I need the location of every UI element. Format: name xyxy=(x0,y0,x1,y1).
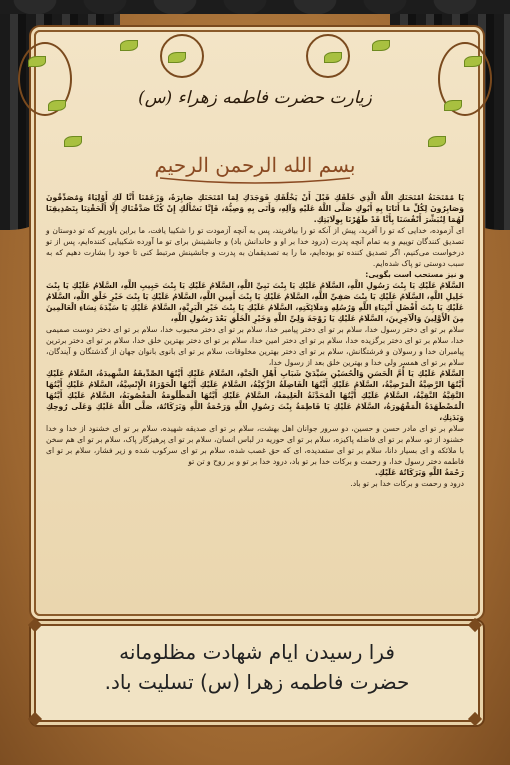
ziyarat-text xyxy=(46,192,464,607)
arabic-salam-2: السَّلَامُ عَلَيْكِ يَا أُمَّ الْحَسَنِ وَالْحُسَيْنِ سَيِّدَيْ شَبَابِ أَهْلِ الْجَنَّةِ، السَّلَامُ عَلَيْكِ أَيَّتُهَا الصِّدِّيقَةُ الشَّهِيدَةُ، السَّلَامُ عَلَيْكِ أَيَّتُهَا الرَّضِيَّةُ الْمَرْضِيَّةُ، السَّلَامُ عَلَيْكِ أَيَّتُهَا الْفَاضِلَةُ الزَّكِيَّةُ، السَّلَامُ عَلَيْكِ أَيَّتُهَا الْحَوْرَاءُ الْإِنْسِيَّةُ، السَّلَامُ عَلَيْكِ أَيَّتُهَا التَّقِيَّةُ النَّقِيَّةُ، السَّلَامُ عَلَيْكِ أَيَّتُهَا الْمُحَدَّثَةُ الْعَلِيمَةُ، السَّلَامُ عَلَيْكِ أَيَّتُهَا الْمَظْلُومَةُ الْمَغْصُوبَةُ، السَّلَامُ عَلَيْكِ أَيَّتُهَا الْمُضْطَهَدَةُ الْمَقْهُورَةُ، السَّلَامُ عَلَيْكِ يَا فَاطِمَةُ بِنْتَ رَسُولِ اللَّهِ وَرَحْمَةُ اللَّهِ وَبَرَكَاتُهُ، صَلَّى اللَّهُ عَلَيْكِ وَعَلَى رُوحِكِ وَبَدَنِكِ، xyxy=(46,369,464,422)
persian-salam: سلام بر تو ای دختر رسول خدا، سلام بر تو ای دختر پیامبر خدا، سلام بر تو ای دختر محبوب خدا، سلام بر تو ای دختر دوست صمیمی خدا، سلام بر تو ای دختر برگزیده خدا، سلام بر تو ای دختر امین خدا، سلام بر تو ای دختر بهترین خلق خدا، سلام بر تو ای دختر برترین پیامبران خدا و رسولان و فرشتگانش، سلام بر تو ای دختر بهترین مخلوقات، سلام بر تو ای بانوی بانوان جهان از گذشتگان و آیندگان، سلام بر تو ای همسر ولی خدا و بهترین خلق بعد از رسول خدا، xyxy=(46,325,464,367)
leaf-icon xyxy=(324,52,342,63)
condolence-banner xyxy=(34,624,480,722)
leaf-icon xyxy=(168,52,186,63)
banner-line-1: فرا رسیدن ایام شهادت مظلومانه xyxy=(119,640,395,664)
bismillah-calligraphy xyxy=(150,142,360,186)
closing-persian: درود و رحمت و برکات خدا بر تو باد. xyxy=(350,479,464,488)
leaf-icon xyxy=(120,40,138,51)
persian-salam-2: سلام بر تو ای مادر حسن و حسین، دو سرور جوانان اهل بهشت، سلام بر تو ای صدیقه شهیده، سلام بر تو ای خشنود از خدا و خدا خشنود از تو، سلام بر تو ای فاضله پاکیزه، سلام بر تو ای حوریه در لباس انسان، سلام بر تو ای پرهیزگار پاک، سلام بر تو ای هم سخن با ملائکه و ای بسیار دانا، سلام بر تو ای ستمدیده، ای که حق غصب شده، سلام بر تو ای سرکوب شده و زیر فشار، سلام بر تو ای فاطمه دختر رسول خدا، و رحمت و برکات خدا بر تو باد، درود خدا بر تو و بر روح و تن تو xyxy=(46,424,464,466)
arabic-salam: السَّلَامُ عَلَيْكِ يَا بِنْتَ رَسُولِ اللَّهِ، السَّلَامُ عَلَيْكِ يَا بِنْتَ نَبِيِّ اللَّهِ، السَّلَامُ عَلَيْكِ يَا بِنْتَ حَبِيبِ اللَّهِ، السَّلَامُ عَلَيْكِ يَا بِنْتَ خَلِيلِ اللَّهِ، السَّلَامُ عَلَيْكِ يَا بِنْتَ صَفِيِّ اللَّهِ، السَّلَامُ عَلَيْكِ يَا بِنْتَ أَمِينِ اللَّهِ، السَّلَامُ عَلَيْكِ يَا بِنْتَ خَيْرِ خَلْقِ اللَّهِ، السَّلَامُ عَلَيْكِ يَا بِنْتَ أَفْضَلِ أَنْبِيَاءِ اللَّهِ وَرُسُلِهِ وَمَلَائِكَتِهِ، السَّلَامُ عَلَيْكِ يَا بِنْتَ خَيْرِ الْبَرِيَّةِ، السَّلَامُ عَلَيْكِ يَا سَيِّدَةَ نِسَاءِ الْعَالَمِينَ مِنَ الْأَوَّلِينَ وَالْآخِرِينَ، السَّلَامُ عَلَيْكِ يَا زَوْجَةَ وَلِيِّ اللَّهِ وَخَيْرِ الْخَلْقِ بَعْدَ رَسُولِ اللَّهِ، xyxy=(46,281,464,323)
bismillah-text: بسم الله الرحمن الرحیم xyxy=(154,153,356,177)
leaf-icon xyxy=(28,56,46,67)
leaf-icon xyxy=(428,136,446,147)
curtain-valance xyxy=(0,0,510,14)
closing-arabic: رَحْمَةُ اللَّهِ وَبَرَكَاتُهُ عَلَيْكِ. xyxy=(375,468,464,477)
persian-intro: ای آزموده، خدایی که تو را آفرید، پیش از آنکه تو را بیافریند، پس به آنچه آزمودت تو را شکیبا یافت، ما براین باوریم که تو دوستان و تصدیق کنندگان توییم و به تمام آنچه پدرت (درود خدا بر او و خاندانش باد) و جانشینش برای تو ما آورده شکیبایی کننده‌ایم، پس از تو درخواست می‌کنیم، اگر تصدیق کننده تو بوده‌ایم، ما را به تصدیقمان به پدرت و جانشینش مرتبط کنی تا خود را بشارت دهیم که به سبب دوستی تو پاک شده‌ایم. xyxy=(46,226,464,268)
banner-line-2: حضرت فاطمه زهرا (س) تسلیت باد. xyxy=(104,670,410,694)
leaf-icon xyxy=(372,40,390,51)
arabic-intro: يَا مُمْتَحَنَةُ امْتَحَنَكِ اللَّهُ الَّذِي خَلَقَكِ قَبْلَ أَنْ يَخْلُقَكِ فَوَجَدَكِ لِمَا امْتَحَنَكِ صَابِرَةً، وَزَعَمْنَا أَنَّا لَكِ أَوْلِيَاءُ وَمُصَدِّقُونَ وَصَابِرُونَ لِكُلِّ مَا أَتَانَا بِهِ أَبُوكِ صَلَّى اللَّهُ عَلَيْهِ وَآلِهِ، وَأَتَى بِهِ وَصِيُّهُ، فَإِنَّا نَسْأَلُكِ إِنْ كُنَّا صَدَّقْنَاكِ إِلَّا أَلْحَقْتِنَا بِتَصْدِيقِنَا لَهُمَا لِنُبَشِّرَ أَنْفُسَنَا بِأَنَّا قَدْ طَهُرْنَا بِوِلَايَتِكِ. xyxy=(46,193,464,224)
leaf-icon xyxy=(464,56,482,67)
page-title: زیارت حضرت فاطمه زهراء (س) xyxy=(138,88,372,108)
leaf-icon xyxy=(64,136,82,147)
subhead: و نیز مستحب است بگویی: xyxy=(365,270,464,279)
